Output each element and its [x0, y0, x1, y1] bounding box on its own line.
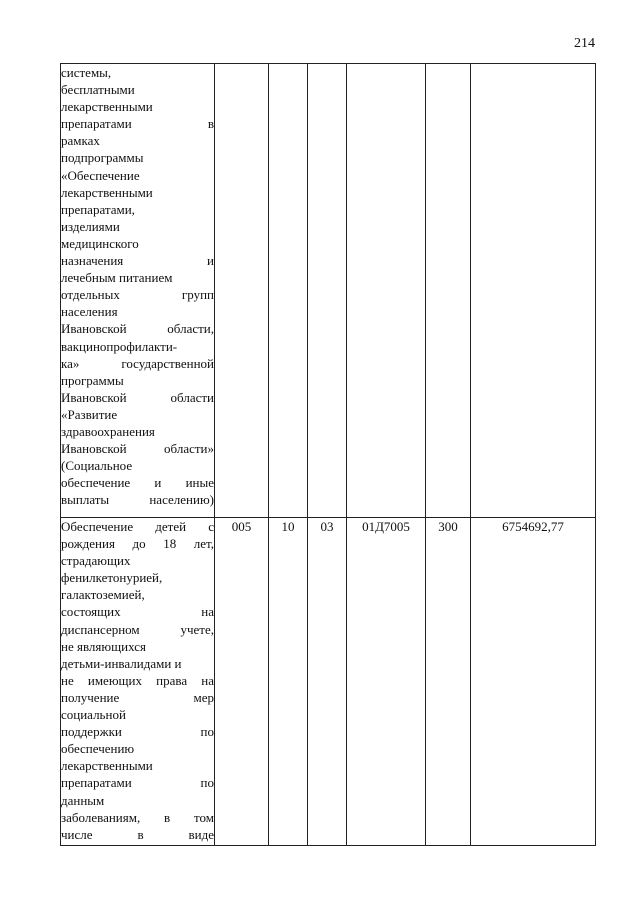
target-article-cell: 01Д7005 — [347, 518, 426, 846]
description-line: отдельных групп — [61, 287, 214, 303]
description-line: назначения и — [61, 253, 214, 269]
description-line: обеспечение и иные — [61, 475, 214, 491]
description-line: вакцинопрофилакти- — [61, 338, 178, 354]
description-line: фенилкетонурией, — [61, 570, 163, 586]
description-line: «Развитие — [61, 406, 118, 422]
row-description — [61, 64, 215, 518]
amount-cell: 6754692,77 — [471, 518, 596, 846]
description-line: обеспечению — [61, 741, 135, 757]
ministry-code-cell: 005 — [215, 518, 269, 846]
description-line: диспансерном учете, — [61, 621, 214, 637]
description-line: населения — [61, 304, 118, 320]
description-line: получение мер — [61, 689, 214, 705]
description-line: рождения до 18 лет, — [61, 536, 214, 552]
budget-table — [60, 63, 596, 846]
amount-cell — [471, 64, 596, 518]
description-line: (Социальное — [61, 458, 133, 474]
description-line: лекарственными — [61, 758, 153, 774]
description-line: Ивановской области — [61, 389, 214, 405]
description-line: бесплатными — [61, 82, 135, 98]
description-line: не являющихся — [61, 638, 146, 654]
table-row — [61, 64, 596, 518]
expense-type-cell — [426, 64, 471, 518]
description-line: препаратами, — [61, 201, 135, 217]
description-line: не имеющих права на — [61, 672, 214, 688]
description-line: Обеспечение детей с — [61, 519, 214, 534]
description-line: заболеваниям, в том — [61, 809, 214, 825]
description-line: детьми-инвалидами и — [61, 655, 182, 671]
description-line: Ивановской области» — [61, 441, 214, 457]
page-number: 214 — [574, 36, 595, 51]
description-line: данным — [61, 792, 105, 808]
description-line: социальной — [61, 707, 126, 723]
description-line: ка» государственной — [61, 355, 214, 371]
description-line: лечебным питанием — [61, 270, 173, 286]
section-code-cell: 10 — [269, 518, 308, 846]
description-line: медицинского — [61, 235, 139, 251]
description-line: поддержки по — [61, 724, 214, 740]
description-line: препаратами в — [61, 116, 214, 132]
expense-type-cell: 300 — [426, 518, 471, 846]
subsection-code-cell — [308, 64, 347, 518]
description-line: Ивановской области, — [61, 321, 214, 337]
description-line: препаратами по — [61, 775, 214, 791]
description-line: страдающих — [61, 553, 131, 569]
table-row — [61, 518, 596, 846]
description-line: лекарственными — [61, 184, 153, 200]
target-article-cell — [347, 64, 426, 518]
description-line: системы, — [61, 65, 112, 80]
description-line: здравоохранения — [61, 423, 155, 439]
description-line: выплаты населению) — [61, 492, 214, 508]
description-line: числе в виде — [61, 826, 214, 842]
row-description — [61, 518, 215, 846]
description-line: программы — [61, 372, 124, 388]
ministry-code-cell — [215, 64, 269, 518]
description-line: «Обеспечение — [61, 167, 140, 183]
subsection-code-cell: 03 — [308, 518, 347, 846]
description-line: галактоземией, — [61, 587, 145, 603]
description-line: подпрограммы — [61, 150, 144, 166]
section-code-cell — [269, 64, 308, 518]
description-line: лекарственными — [61, 99, 153, 115]
description-line: состоящих на — [61, 604, 214, 620]
description-line: изделиями — [61, 218, 120, 234]
description-line: рамках — [61, 133, 100, 149]
